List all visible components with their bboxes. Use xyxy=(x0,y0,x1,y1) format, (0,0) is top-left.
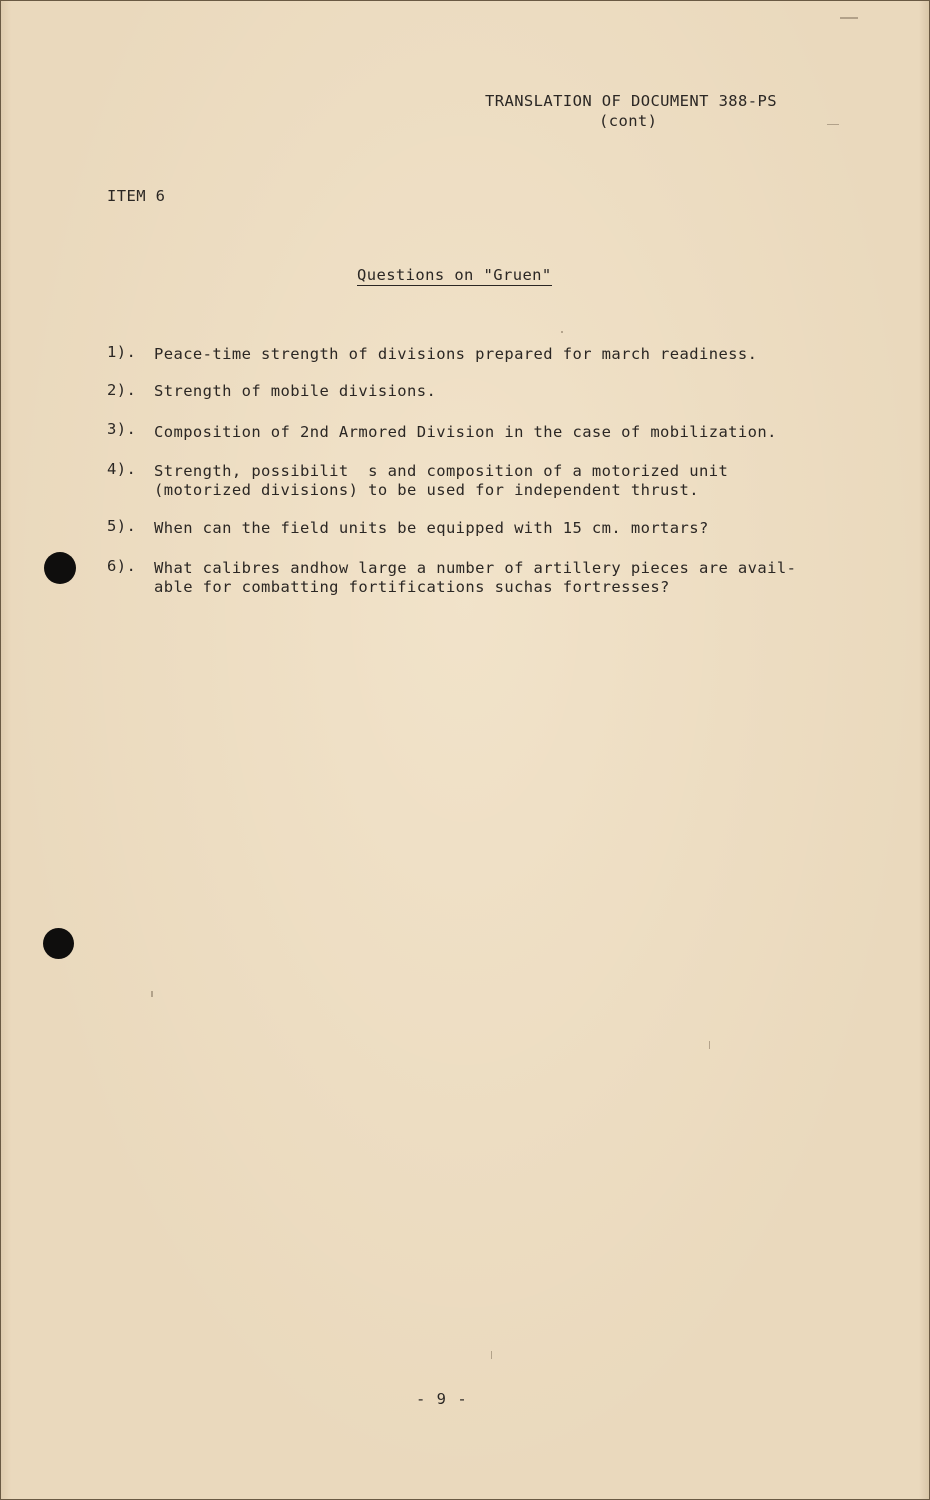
question-text-line: able for combatting fortifications suchas fortresses? xyxy=(154,578,670,596)
paper-mark xyxy=(151,991,153,997)
question-number: 6). xyxy=(107,557,137,575)
page-number: - 9 - xyxy=(416,1390,468,1408)
question-text-line: Strength, possibilit s and composition of a motorized unit xyxy=(154,462,729,480)
item-label: ITEM 6 xyxy=(107,187,166,205)
question-number: 1). xyxy=(107,343,137,361)
punch-hole xyxy=(43,928,74,959)
question-text-line: When can the field units be equipped with 15 cm. mortars? xyxy=(154,519,709,537)
question-text-line: Composition of 2nd Armored Division in the case of mobilization. xyxy=(154,423,777,441)
question-number: 5). xyxy=(107,517,137,535)
question-number: 2). xyxy=(107,381,137,399)
question-text-line: Strength of mobile divisions. xyxy=(154,382,437,400)
question-text-line: Peace-time strength of divisions prepared for march readiness. xyxy=(154,345,758,363)
paper-mark xyxy=(827,124,839,125)
paper-mark xyxy=(491,1351,492,1359)
paper-mark xyxy=(709,1041,710,1049)
paper-mark xyxy=(840,17,858,19)
question-text-line: What calibres andhow large a number of artillery pieces are avail- xyxy=(154,559,797,577)
question-text-line: (motorized divisions) to be used for independent thrust. xyxy=(154,481,699,499)
section-heading: Questions on "Gruen" xyxy=(357,266,552,284)
question-number: 3). xyxy=(107,420,137,438)
document-continuation: (cont) xyxy=(599,112,658,130)
paper-mark xyxy=(561,331,563,333)
punch-hole xyxy=(44,552,76,584)
question-number: 4). xyxy=(107,460,137,478)
document-title: TRANSLATION OF DOCUMENT 388-PS xyxy=(485,92,777,110)
